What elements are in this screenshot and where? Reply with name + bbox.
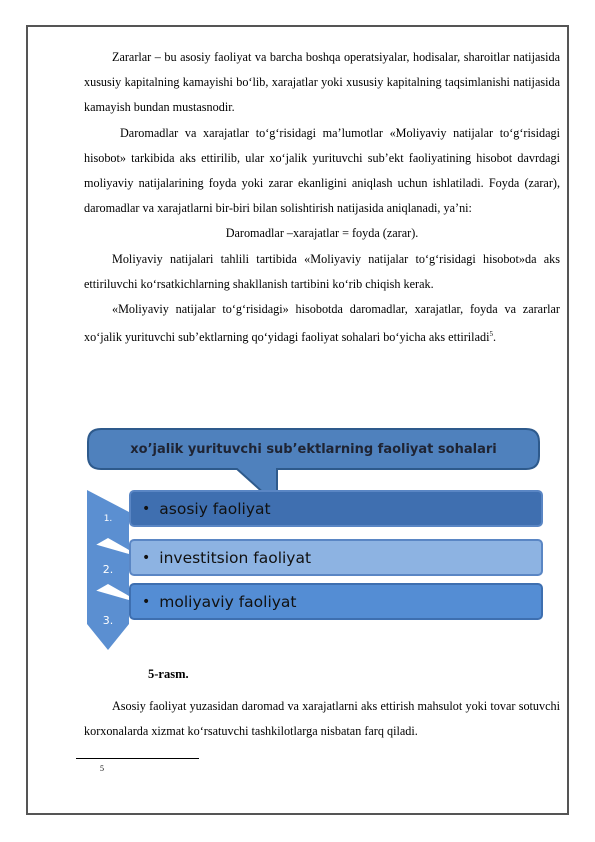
paragraph-hisobot-text: «Moliyaviy natijalar to‘g‘risidagi» hisobotda daromadlar, xarajatlar, foyda va zararlar xo‘jalik yurituvchi sub’ektlarning qo‘yidagi faoliyat sohalari bo‘yicha aks ettiriladi [84,302,560,345]
footnote-ref: 5 [489,330,493,339]
bullet-icon: • [142,593,151,610]
chevron-3-number: 3. [102,614,114,627]
diagram-title: xo’jalik yurituvchi sub’ektlarning faoliyat sohalari [130,441,497,457]
diagram-list [87,490,547,655]
footnote-divider [76,758,199,759]
list-item-moliyaviy [129,583,543,620]
formula-line: Daromadlar –xarajatlar = foyda (zarar). [225,226,419,241]
bullet-icon: • [142,500,151,517]
paragraph-hisobot [84,297,560,350]
list-item-asosiy [129,490,543,527]
body-text-lower [84,694,560,744]
chevron-1-number: 1. [103,514,113,524]
paragraph-hisobot-end: . [492,330,497,345]
paragraph-moliyaviy-natijalari: Moliyaviy natijalari tahlili tartibida «Moliyaviy natijalar to‘g‘risidagi hisobot»da aks ettiriluvchi ko‘rsatkichlarning shakllanish tartibini ko‘rib chiqish kerak. [84,251,560,291]
list-item-investitsion [129,539,543,576]
diagram-callout [87,428,540,470]
figure-caption: 5-rasm. [148,667,189,681]
list-item-label: investitsion faoliyat [159,548,312,567]
footnote-number: 5 [100,764,104,773]
list-item-label: moliyaviy faoliyat [159,592,297,611]
bullet-icon: • [142,549,151,566]
list-item-label: asosiy faoliyat [159,499,271,518]
paragraph-asosiy-faoliyat: Asosiy faoliyat yuzasidan daromad va xarajatlarni aks ettirish mahsulot yoki tovar sotuvchi korxonalarda xizmat ko‘rsatuvchi tashkilotlarga nisbatan farq qiladi. [84,699,560,739]
paragraph-daromadlar: Daromadlar va xarajatlar to‘g‘risidagi ma’lumotlar «Moliyaviy natijalar to‘g‘risidagi hisobot» tarkibida aks ettirilib, ular xo‘jalik yurituvchi sub’ekt faoliyatining hisobot davrdagi moliyaviy natijalarining foyda yoki zarar ekanligini aniqlash uchun ishlatiladi. Foyda (zarar), daromadlar va xarajatlarni bir-biri bilan solishtirish natijasida aniqlanadi, ya’ni: [84,125,560,216]
chevron-2-number: 2. [102,563,114,576]
paragraph-zararlar: Zararlar – bu asosiy faoliyat va barcha boshqa operatsiyalar, hodisalar, sharoitlar natijasida xususiy kapitalning kamayishi bo‘lib, xarajatlar yoki xususiy kapitalning taqsimlanishi natijasida kamayish bundan mustasnodir. [84,50,560,115]
body-text-upper [84,45,560,351]
